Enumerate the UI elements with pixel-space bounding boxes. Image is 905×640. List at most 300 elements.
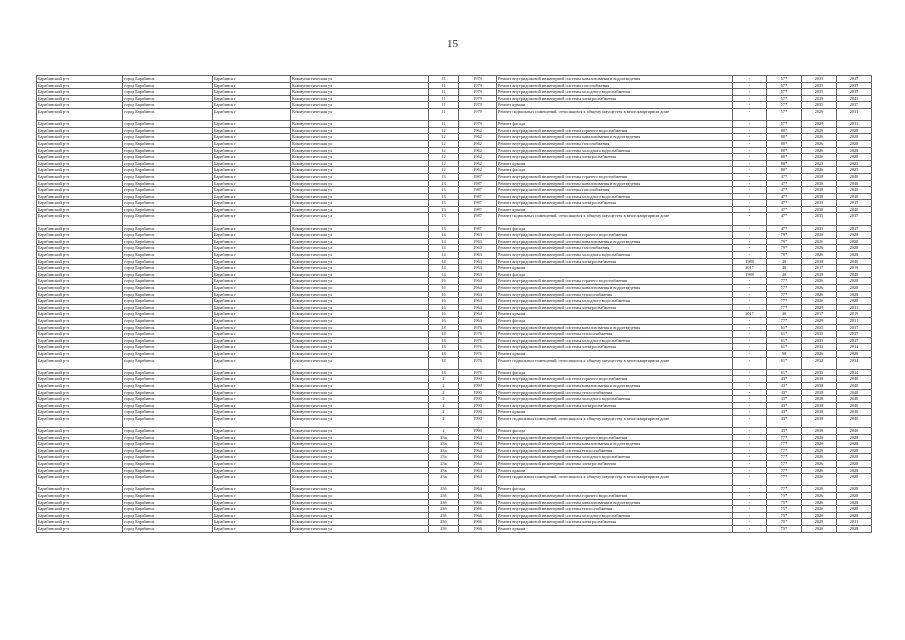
cell-house-number: 23а <box>429 454 459 461</box>
cell-last-repair-year: - <box>733 376 767 383</box>
cell-district: Барабинский р-н <box>37 447 123 454</box>
cell-build-year: 1963 <box>459 252 497 259</box>
cell-last-repair-year: - <box>733 350 767 357</box>
cell-last-repair-year: - <box>733 252 767 259</box>
cell-settlement: город Барабинск <box>123 512 213 519</box>
cell-plan-start-year: 2017 <box>802 265 837 272</box>
cell-work-type: Ремонт внутридомовой инженерной системы холодного водоснабжения <box>497 454 733 461</box>
cell-plan-start-year: 2035 <box>802 200 837 207</box>
cell-build-year: 1979 <box>459 108 497 120</box>
cell-work-type: Ремонт внутридомовой инженерной системы холодного водоснабжения <box>497 252 733 259</box>
cell-plan-end-year: 2031 <box>837 304 872 311</box>
cell-settlement: город Барабинск <box>123 344 213 351</box>
cell-build-year: 1963 <box>459 245 497 252</box>
cell-settlement: город Барабинск <box>123 285 213 292</box>
cell-street: Коммунистическая ул <box>291 402 429 409</box>
cell-work-type: Ремонт внутридомовой инженерной системы электроснабжения <box>497 304 733 311</box>
cell-house-number: 14 <box>429 258 459 265</box>
cell-street: Коммунистическая ул <box>291 140 429 147</box>
cell-wear-percent: 75* <box>767 512 802 519</box>
cell-settlement: город Барабинск <box>123 506 213 513</box>
cell-plan-start-year: 2026 <box>802 298 837 305</box>
cell-build-year: 1979 <box>459 121 497 128</box>
cell-house-number: 23б <box>429 512 459 519</box>
cell-settlement: город Барабинск <box>123 193 213 200</box>
cell-build-year: 1964 <box>459 461 497 468</box>
table-row <box>37 89 872 96</box>
cell-settlement: город Барабинск <box>123 160 213 167</box>
cell-street: Коммунистическая ул <box>291 519 429 526</box>
cell-wear-percent: 75* <box>767 525 802 532</box>
cell-plan-end-year: 2040 <box>837 389 872 396</box>
cell-street: Коммунистическая ул <box>291 193 429 200</box>
cell-district: Барабинский р-н <box>37 252 123 259</box>
cell-district: Барабинский р-н <box>37 525 123 532</box>
cell-plan-start-year: 2032 <box>802 344 837 351</box>
cell-plan-end-year: 2028 <box>837 245 872 252</box>
cell-last-repair-year: - <box>733 225 767 232</box>
cell-plan-end-year: 2034 <box>837 369 872 376</box>
cell-last-repair-year: - <box>733 167 767 174</box>
cell-locality: Барабинск г <box>213 402 291 409</box>
cell-build-year: 1990 <box>459 376 497 383</box>
cell-build-year: 1976 <box>459 331 497 338</box>
cell-house-number: 13 <box>429 180 459 187</box>
cell-plan-start-year: 2029 <box>802 121 837 128</box>
cell-plan-end-year: 2037 <box>837 82 872 89</box>
cell-district: Барабинский р-н <box>37 317 123 324</box>
cell-street: Коммунистическая ул <box>291 337 429 344</box>
cell-settlement: город Барабинск <box>123 180 213 187</box>
cell-house-number: 2 <box>429 376 459 383</box>
cell-last-repair-year: - <box>733 441 767 448</box>
cell-house-number: 12 <box>429 167 459 174</box>
cell-work-type: Ремонт крыши <box>497 206 733 213</box>
cell-last-repair-year: - <box>733 187 767 194</box>
cell-build-year: 1990 <box>459 389 497 396</box>
cell-settlement: город Барабинск <box>123 147 213 154</box>
cell-settlement: город Барабинск <box>123 206 213 213</box>
cell-district: Барабинский р-н <box>37 304 123 311</box>
cell-wear-percent: 79* <box>767 245 802 252</box>
cell-plan-end-year: 2034 <box>837 344 872 351</box>
cell-locality: Барабинск г <box>213 428 291 435</box>
cell-house-number: 16 <box>429 278 459 285</box>
cell-plan-start-year: 2026 <box>802 467 837 474</box>
cell-locality: Барабинск г <box>213 357 291 369</box>
table-row <box>37 245 872 252</box>
cell-build-year: 1964 <box>459 285 497 292</box>
cell-last-repair-year: - <box>733 428 767 435</box>
cell-house-number: 11 <box>429 95 459 102</box>
cell-last-repair-year: - <box>733 127 767 134</box>
cell-last-repair-year: - <box>733 154 767 161</box>
table-row <box>37 317 872 324</box>
cell-plan-end-year: 2028 <box>837 467 872 474</box>
cell-locality: Барабинск г <box>213 486 291 493</box>
cell-house-number: 13 <box>429 225 459 232</box>
table-row <box>37 357 872 369</box>
cell-plan-end-year: 2028 <box>837 147 872 154</box>
cell-settlement: город Барабинск <box>123 173 213 180</box>
table-row <box>37 271 872 278</box>
cell-last-repair-year: - <box>733 357 767 369</box>
cell-district: Барабинский р-н <box>37 187 123 194</box>
cell-build-year: 1964 <box>459 486 497 493</box>
cell-settlement: город Барабинск <box>123 102 213 109</box>
cell-locality: Барабинск г <box>213 167 291 174</box>
cell-work-type: Ремонт фасада <box>497 428 733 435</box>
table-row <box>37 506 872 513</box>
cell-work-type: Ремонт фасада <box>497 317 733 324</box>
cell-plan-end-year: 2034 <box>837 357 872 369</box>
cell-district: Барабинский р-н <box>37 291 123 298</box>
cell-locality: Барабинск г <box>213 213 291 225</box>
cell-wear-percent: 77* <box>767 434 802 441</box>
cell-plan-start-year: 2038 <box>802 389 837 396</box>
cell-street: Коммунистическая ул <box>291 331 429 338</box>
cell-work-type: Ремонт фасада <box>497 167 733 174</box>
cell-plan-end-year: 2028 <box>837 298 872 305</box>
cell-wear-percent: 40 <box>767 311 802 318</box>
table-row <box>37 285 872 292</box>
cell-locality: Барабинск г <box>213 415 291 427</box>
cell-wear-percent: 77* <box>767 304 802 311</box>
cell-house-number: 13 <box>429 187 459 194</box>
cell-build-year: 1964 <box>459 454 497 461</box>
cell-street: Коммунистическая ул <box>291 76 429 83</box>
cell-work-type: Ремонт внутридомовой инженерной системы холодного водоснабжения <box>497 193 733 200</box>
cell-house-number: 13 <box>429 213 459 225</box>
cell-last-repair-year: - <box>733 382 767 389</box>
cell-house-number: 12 <box>429 147 459 154</box>
cell-work-type: Ремонт внутридомовой инженерной системы канализования и водоотведения <box>497 324 733 331</box>
cell-plan-end-year: 2040 <box>837 271 872 278</box>
cell-last-repair-year: - <box>733 95 767 102</box>
cell-last-repair-year: - <box>733 304 767 311</box>
cell-last-repair-year: - <box>733 519 767 526</box>
cell-settlement: город Барабинск <box>123 337 213 344</box>
cell-street: Коммунистическая ул <box>291 369 429 376</box>
cell-district: Барабинский р-н <box>37 121 123 128</box>
cell-street: Коммунистическая ул <box>291 271 429 278</box>
cell-house-number: 23а <box>429 434 459 441</box>
cell-district: Барабинский р-н <box>37 285 123 292</box>
cell-last-repair-year: - <box>733 415 767 427</box>
cell-plan-start-year: 2026 <box>802 461 837 468</box>
table-row <box>37 160 872 167</box>
cell-plan-end-year: 2028 <box>837 127 872 134</box>
cell-locality: Барабинск г <box>213 409 291 416</box>
cell-work-type: Ремонт внутридомовой инженерной системы холодного водоснабжения <box>497 147 733 154</box>
cell-settlement: город Барабинск <box>123 271 213 278</box>
cell-house-number: 18 <box>429 357 459 369</box>
table-row <box>37 95 872 102</box>
table-row <box>37 493 872 500</box>
cell-wear-percent: 47* <box>767 225 802 232</box>
cell-plan-start-year: 2038 <box>802 409 837 416</box>
cell-build-year: 1990 <box>459 382 497 389</box>
cell-plan-start-year: 2026 <box>802 285 837 292</box>
cell-last-repair-year: - <box>733 173 767 180</box>
cell-wear-percent: 61* <box>767 369 802 376</box>
cell-street: Коммунистическая ул <box>291 506 429 513</box>
cell-house-number: 2 <box>429 389 459 396</box>
cell-wear-percent: 57* <box>767 102 802 109</box>
cell-build-year: 1964 <box>459 474 497 486</box>
cell-work-type: Ремонт внутридомовой инженерной системы горячего водоснабжения <box>497 434 733 441</box>
cell-locality: Барабинск г <box>213 265 291 272</box>
cell-house-number: 18 <box>429 324 459 331</box>
cell-settlement: город Барабинск <box>123 486 213 493</box>
cell-work-type: Ремонт внутридомовой инженерной системы канализования и водоотведения <box>497 441 733 448</box>
cell-plan-start-year: 2026 <box>802 245 837 252</box>
cell-work-type: Ремонт внутридомовой инженерной системы холодного водоснабжения <box>497 512 733 519</box>
cell-wear-percent: 57* <box>767 121 802 128</box>
cell-wear-percent: 80* <box>767 127 802 134</box>
cell-work-type: Ремонт крыши <box>497 311 733 318</box>
cell-district: Барабинский р-н <box>37 95 123 102</box>
cell-work-type: Ремонт внутридомовой инженерной системы канализования и водоотведения <box>497 382 733 389</box>
cell-build-year: 1963 <box>459 271 497 278</box>
cell-plan-end-year: 2037 <box>837 213 872 225</box>
cell-district: Барабинский р-н <box>37 147 123 154</box>
cell-settlement: город Барабинск <box>123 525 213 532</box>
cell-plan-start-year: 2038 <box>802 173 837 180</box>
cell-last-repair-year: - <box>733 180 767 187</box>
cell-house-number: 14 <box>429 232 459 239</box>
cell-street: Коммунистическая ул <box>291 428 429 435</box>
table-row <box>37 193 872 200</box>
cell-locality: Барабинск г <box>213 121 291 128</box>
cell-build-year: 1963 <box>459 232 497 239</box>
cell-house-number: 13 <box>429 206 459 213</box>
cell-district: Барабинский р-н <box>37 225 123 232</box>
cell-wear-percent: 40 <box>767 265 802 272</box>
cell-last-repair-year: 2017 <box>733 311 767 318</box>
cell-plan-start-year: 2017 <box>802 311 837 318</box>
cell-plan-end-year: 2028 <box>837 512 872 519</box>
cell-settlement: город Барабинск <box>123 95 213 102</box>
cell-plan-end-year: 2040 <box>837 258 872 265</box>
cell-street: Коммунистическая ул <box>291 258 429 265</box>
cell-wear-percent: 75* <box>767 499 802 506</box>
cell-work-type: Ремонт внутридомовой инженерной системы горячего водоснабжения <box>497 232 733 239</box>
cell-work-type: Ремонт подвальных помещений, относящихся к общему имуществу в многоквартирном доме <box>497 357 733 369</box>
cell-locality: Барабинск г <box>213 454 291 461</box>
cell-plan-start-year: 2038 <box>802 376 837 383</box>
cell-plan-end-year: 2028 <box>837 499 872 506</box>
cell-plan-end-year: 2028 <box>837 474 872 486</box>
cell-house-number: 18 <box>429 350 459 357</box>
cell-street: Коммунистическая ул <box>291 285 429 292</box>
cell-street: Коммунистическая ул <box>291 396 429 403</box>
cell-street: Коммунистическая ул <box>291 415 429 427</box>
cell-work-type: Ремонт подвальных помещений, относящихся к общему имуществу в многоквартирном доме <box>497 415 733 427</box>
cell-plan-start-year: 2038 <box>802 206 837 213</box>
cell-district: Барабинский р-н <box>37 180 123 187</box>
table-row <box>37 232 872 239</box>
cell-last-repair-year: - <box>733 512 767 519</box>
cell-plan-end-year: 2028 <box>837 291 872 298</box>
cell-wear-percent: 40 <box>767 258 802 265</box>
cell-locality: Барабинск г <box>213 225 291 232</box>
cell-settlement: город Барабинск <box>123 369 213 376</box>
cell-last-repair-year: - <box>733 285 767 292</box>
cell-last-repair-year: - <box>733 193 767 200</box>
cell-locality: Барабинск г <box>213 461 291 468</box>
cell-wear-percent: 80* <box>767 154 802 161</box>
cell-district: Барабинский р-н <box>37 350 123 357</box>
cell-plan-end-year: 2031 <box>837 519 872 526</box>
cell-settlement: город Барабинск <box>123 140 213 147</box>
cell-district: Барабинский р-н <box>37 461 123 468</box>
cell-plan-start-year: 2026 <box>802 493 837 500</box>
cell-street: Коммунистическая ул <box>291 238 429 245</box>
cell-build-year: 1964 <box>459 317 497 324</box>
cell-street: Коммунистическая ул <box>291 304 429 311</box>
cell-plan-end-year: 2028 <box>837 140 872 147</box>
cell-last-repair-year: - <box>733 434 767 441</box>
cell-plan-start-year: 2026 <box>802 232 837 239</box>
cell-plan-start-year: 2026 <box>802 454 837 461</box>
table-row <box>37 402 872 409</box>
cell-plan-start-year: 2038 <box>802 271 837 278</box>
table-row <box>37 474 872 486</box>
cell-locality: Барабинск г <box>213 82 291 89</box>
cell-district: Барабинский р-н <box>37 434 123 441</box>
cell-settlement: город Барабинск <box>123 376 213 383</box>
cell-wear-percent: 75* <box>767 519 802 526</box>
cell-street: Коммунистическая ул <box>291 409 429 416</box>
cell-house-number: 23б <box>429 499 459 506</box>
cell-locality: Барабинск г <box>213 344 291 351</box>
cell-last-repair-year: - <box>733 140 767 147</box>
cell-build-year: 1979 <box>459 76 497 83</box>
table-row <box>37 258 872 265</box>
cell-wear-percent: 77* <box>767 461 802 468</box>
cell-house-number: 13 <box>429 200 459 207</box>
cell-street: Коммунистическая ул <box>291 82 429 89</box>
cell-street: Коммунистическая ул <box>291 265 429 272</box>
cell-build-year: 1964 <box>459 447 497 454</box>
cell-locality: Барабинск г <box>213 200 291 207</box>
cell-work-type: Ремонт внутридомовой инженерной системы горячего водоснабжения <box>497 127 733 134</box>
cell-district: Барабинский р-н <box>37 382 123 389</box>
cell-district: Барабинский р-н <box>37 271 123 278</box>
cell-build-year: 1987 <box>459 206 497 213</box>
cell-house-number: 13 <box>429 173 459 180</box>
cell-build-year: 1976 <box>459 324 497 331</box>
cell-district: Барабинский р-н <box>37 89 123 96</box>
cell-plan-start-year: 2026 <box>802 127 837 134</box>
table-row <box>37 187 872 194</box>
cell-district: Барабинский р-н <box>37 127 123 134</box>
cell-house-number: 2 <box>429 415 459 427</box>
cell-settlement: город Барабинск <box>123 441 213 448</box>
cell-last-repair-year: - <box>733 134 767 141</box>
cell-plan-end-year: 2031 <box>837 121 872 128</box>
cell-last-repair-year: - <box>733 486 767 493</box>
cell-settlement: город Барабинск <box>123 461 213 468</box>
table-row <box>37 389 872 396</box>
table-row <box>37 512 872 519</box>
cell-plan-start-year: 2026 <box>802 134 837 141</box>
cell-build-year: 1962 <box>459 147 497 154</box>
cell-build-year: 1990 <box>459 415 497 427</box>
cell-wear-percent: 80* <box>767 160 802 167</box>
cell-build-year: 1990 <box>459 396 497 403</box>
cell-street: Коммунистическая ул <box>291 486 429 493</box>
cell-build-year: 1979 <box>459 102 497 109</box>
cell-wear-percent: 43* <box>767 409 802 416</box>
table-row <box>37 331 872 338</box>
cell-locality: Барабинск г <box>213 389 291 396</box>
cell-plan-end-year: 2040 <box>837 206 872 213</box>
cell-street: Коммунистическая ул <box>291 89 429 96</box>
cell-plan-start-year: 2026 <box>802 506 837 513</box>
cell-last-repair-year: - <box>733 278 767 285</box>
cell-locality: Барабинск г <box>213 474 291 486</box>
cell-district: Барабинский р-н <box>37 134 123 141</box>
cell-build-year: 1987 <box>459 173 497 180</box>
cell-last-repair-year: - <box>733 160 767 167</box>
cell-last-repair-year: - <box>733 89 767 96</box>
cell-street: Коммунистическая ул <box>291 474 429 486</box>
cell-locality: Барабинск г <box>213 434 291 441</box>
cell-plan-start-year: 2038 <box>802 382 837 389</box>
cell-wear-percent: 43* <box>767 402 802 409</box>
table-row <box>37 447 872 454</box>
cell-last-repair-year: - <box>733 206 767 213</box>
cell-plan-end-year: 2028 <box>837 525 872 532</box>
cell-locality: Барабинск г <box>213 499 291 506</box>
cell-house-number: 16 <box>429 291 459 298</box>
cell-district: Барабинский р-н <box>37 232 123 239</box>
cell-street: Коммунистическая ул <box>291 147 429 154</box>
cell-district: Барабинский р-н <box>37 238 123 245</box>
cell-locality: Барабинск г <box>213 369 291 376</box>
cell-locality: Барабинск г <box>213 89 291 96</box>
cell-street: Коммунистическая ул <box>291 206 429 213</box>
cell-plan-end-year: 2040 <box>837 382 872 389</box>
cell-work-type: Ремонт внутридомовой инженерной системы холодного водоснабжения <box>497 89 733 96</box>
cell-house-number: 11 <box>429 89 459 96</box>
cell-wear-percent: 57* <box>767 82 802 89</box>
cell-wear-percent: 47* <box>767 193 802 200</box>
table-row <box>37 337 872 344</box>
cell-house-number: 14 <box>429 252 459 259</box>
cell-last-repair-year: - <box>733 447 767 454</box>
cell-work-type: Ремонт внутридомовой инженерной системы канализования и водоотведения <box>497 285 733 292</box>
cell-plan-end-year: 2019 <box>837 311 872 318</box>
cell-house-number: 12 <box>429 134 459 141</box>
table-row <box>37 324 872 331</box>
cell-plan-start-year: 2038 <box>802 187 837 194</box>
table-row <box>37 108 872 120</box>
cell-house-number: 12 <box>429 160 459 167</box>
cell-last-repair-year: - <box>733 291 767 298</box>
cell-district: Барабинский р-н <box>37 160 123 167</box>
cell-house-number: 23а <box>429 461 459 468</box>
cell-street: Коммунистическая ул <box>291 95 429 102</box>
cell-wear-percent: 43* <box>767 382 802 389</box>
cell-settlement: город Барабинск <box>123 317 213 324</box>
cell-plan-end-year: 2041 <box>837 95 872 102</box>
cell-house-number: 2 <box>429 382 459 389</box>
cell-locality: Барабинск г <box>213 193 291 200</box>
cell-settlement: город Барабинск <box>123 396 213 403</box>
